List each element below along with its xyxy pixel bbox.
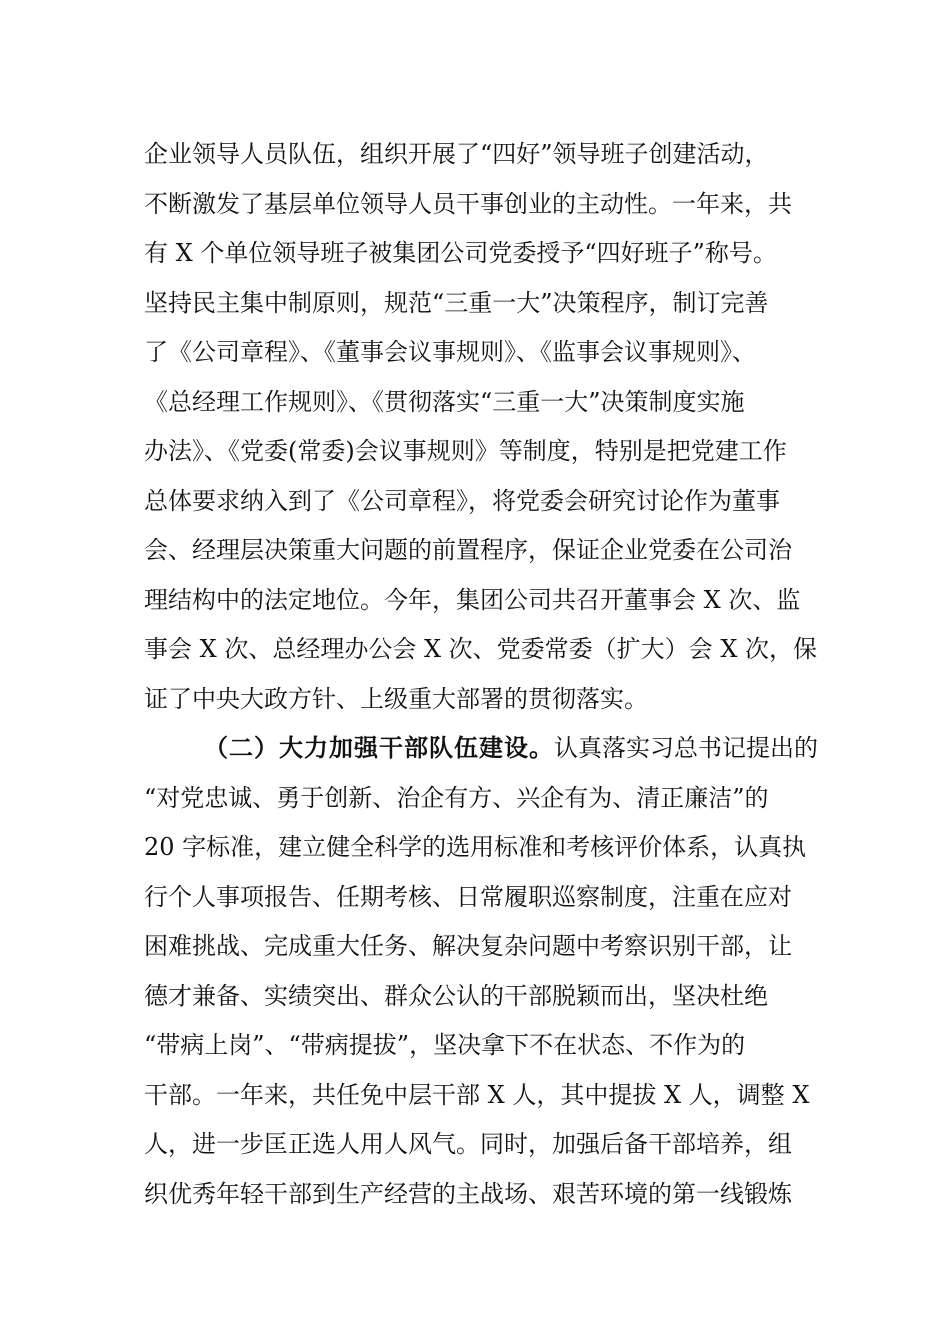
text-line: 办法》、《党委(常委)会议事规则》等制度，特别是把党建工作	[144, 437, 787, 465]
section-heading: （二）大力加强干部队伍建设。	[204, 734, 554, 762]
text-line: 20 字标准，建立健全科学的选用标准和考核评价体系，认真执	[144, 833, 807, 861]
body-text	[144, 130, 844, 1219]
paragraph-governance	[144, 130, 844, 724]
text-line: “对党忠诚、勇于创新、治企有方、兴企有为、清正廉洁”的	[144, 783, 769, 812]
text-line: 困难挑战、完成重大任务、解决复杂问题中考察识别干部，让	[144, 932, 792, 960]
text-line: 会、经理层决策重大问题的前置程序，保证企业党委在公司治	[144, 536, 792, 564]
text-line: 行个人事项报告、任期考核、日常履职巡察制度，注重在应对	[144, 882, 792, 911]
text-line: 有 X 个单位领导班子被集团公司党委授予“四好班子”称号。	[144, 239, 777, 267]
text-line: 企业领导人员队伍，组织开展了“四好”领导班子创建活动，	[144, 140, 769, 168]
text-line: 坚持民主集中制原则，规范“三重一大”决策程序，制订完善	[144, 288, 769, 317]
text-line: 织优秀年轻干部到生产经营的主战场、艰苦环境的第一线锻炼	[144, 1179, 792, 1208]
text-line: 事会 X 次、总经理办公会 X 次、党委常委（扩大）会 X 次，保	[144, 635, 818, 663]
text-line: “带病上岗”、“带病提拔”，坚决拿下不在状态、不作为的	[144, 1031, 746, 1059]
text-line: 理结构中的法定地位。今年，集团公司共召开董事会 X 次、监	[144, 585, 801, 614]
heading-continuation: 认真落实习总书记提出的	[554, 734, 818, 762]
text-line: 了《公司章程》、《董事会议事规则》、《监事会议事规则》、	[144, 338, 756, 366]
text-line: 不断激发了基层单位领导人员干事创业的主动性。一年来，共	[144, 189, 792, 218]
text-line: 证了中央大政方针、上级重大部署的贯彻落实。	[144, 684, 648, 713]
text-line: 德才兼备、实绩突出、群众公认的干部脱颖而出，坚决杜绝	[144, 981, 768, 1010]
text-line: 《总经理工作规则》、《贯彻落实“三重一大”决策制度实施	[144, 387, 745, 416]
paragraph-cadre-building	[144, 724, 844, 1219]
text-line: 干部。一年来，共任免中层干部 X 人，其中提拔 X 人，调整 X	[144, 1080, 810, 1109]
text-line: 总体要求纳入到了《公司章程》，将党委会研究讨论作为董事	[144, 486, 780, 515]
text-line: 人，进一步匡正选人用人风气。同时，加强后备干部培养，组	[144, 1130, 792, 1158]
text-line-first	[144, 724, 844, 774]
